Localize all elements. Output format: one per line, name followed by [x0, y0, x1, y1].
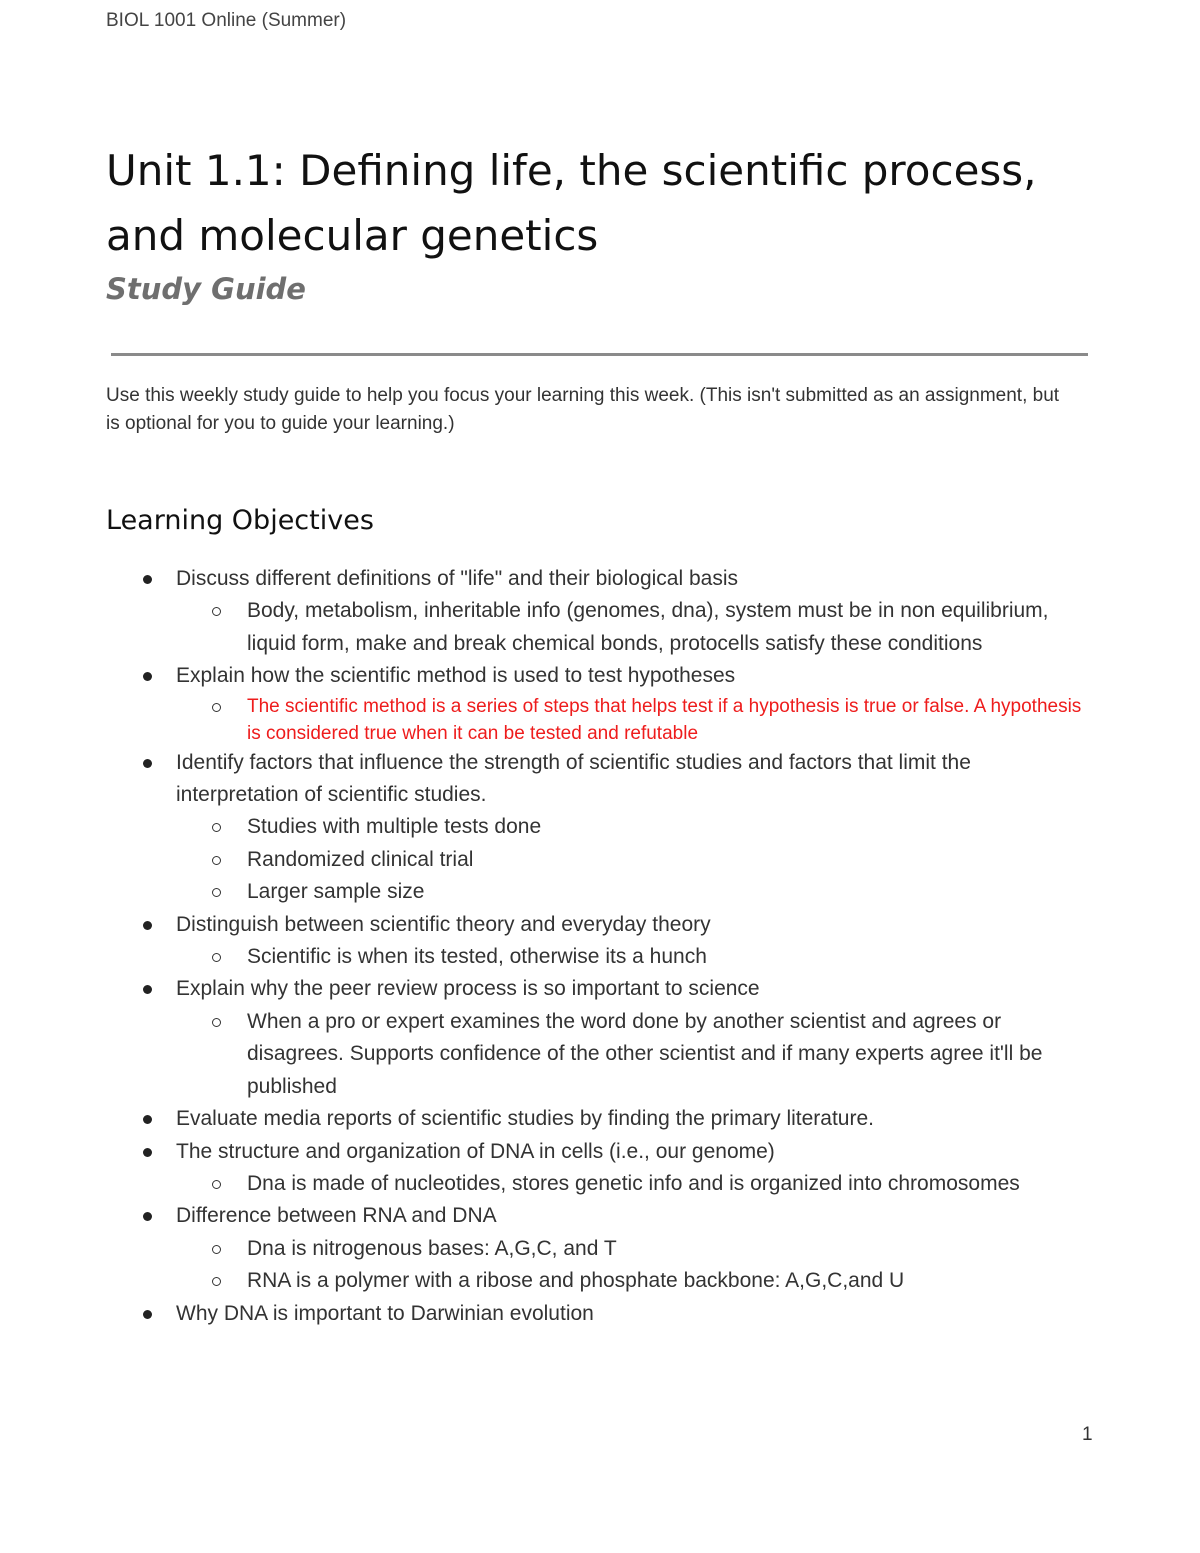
filled-bullet-icon [143, 1148, 152, 1157]
hollow-bullet-icon [212, 1245, 221, 1254]
sub-list-item [0, 1168, 1097, 1200]
objective-text: Evaluate media reports of scientific studies by finding the primary literature. [176, 1107, 874, 1131]
list-item [0, 909, 1096, 941]
hollow-bullet-icon [212, 607, 221, 616]
answer-text: Scientific is when its tested, otherwise its a hunch [247, 945, 707, 969]
hollow-bullet-icon [212, 888, 221, 897]
intro-paragraph: Use this weekly study guide to help you focus your learning this week. (This isn't submitted as an assignment, but is optional for you to guide your learning.) [106, 385, 1060, 434]
sub-list-item [0, 693, 1097, 747]
objective-text: Difference between RNA and DNA [176, 1204, 497, 1228]
filled-bullet-icon [143, 672, 152, 681]
objective-text: Explain how the scientific method is used to test hypotheses [176, 664, 736, 688]
objectives-list [0, 563, 1200, 1330]
sub-list-item [0, 1006, 1097, 1103]
list-item [0, 1136, 1096, 1168]
filled-bullet-icon [143, 921, 152, 930]
filled-bullet-icon [143, 1115, 152, 1124]
answer-text: Larger sample size [247, 880, 425, 904]
list-item [0, 747, 1096, 812]
sub-list-item [0, 595, 1097, 660]
answer-text: Body, metabolism, inheritable info (genomes, dna), system must be in non equilibrium, liquid form, make and break chemical bonds, protocells satisfy these conditions [247, 599, 1049, 655]
answer-text: When a pro or expert examines the word done by another scientist and agrees or disagrees. Supports confidence of the other scientist and if many experts agree it'll be published [247, 1009, 1043, 1098]
hollow-bullet-icon [212, 1277, 221, 1286]
page-title: Unit 1.1: Defining life, the scientific process, and molecular genetics [106, 146, 1037, 260]
list-item [0, 1103, 1096, 1135]
objective-text: Explain why the peer review process is so important to science [176, 977, 760, 1001]
answer-text: Dna is made of nucleotides, stores genetic info and is organized into chromosomes [247, 1171, 1020, 1195]
objective-text: The structure and organization of DNA in cells (i.e., our genome) [176, 1139, 775, 1163]
hollow-bullet-icon [212, 703, 221, 712]
filled-bullet-icon [143, 1212, 152, 1221]
hollow-bullet-icon [212, 823, 221, 832]
sub-list-item [0, 844, 1097, 876]
answer-text: RNA is a polymer with a ribose and phosphate backbone: A,G,C,and U [247, 1269, 905, 1293]
list-item [0, 660, 1096, 692]
list-item [0, 1200, 1096, 1232]
answer-text: Dna is nitrogenous bases: A,G,C, and T [247, 1236, 617, 1260]
answer-text: The scientific method is a series of steps that helps test if a hypothesis is true or false. A hypothesis is considered true when it can be tested and refutable [247, 695, 1082, 744]
answer-text: Studies with multiple tests done [247, 815, 542, 839]
hollow-bullet-icon [212, 856, 221, 865]
section-heading: Learning Objectives [106, 505, 374, 536]
page-subtitle: Study Guide [106, 272, 306, 306]
hollow-bullet-icon [212, 953, 221, 962]
horizontal-divider [111, 353, 1088, 356]
sub-list-item [0, 1265, 1097, 1297]
running-header: BIOL 1001 Online (Summer) [106, 10, 347, 31]
sub-list-item [0, 941, 1097, 973]
list-item [0, 563, 1096, 595]
sub-list-item [0, 876, 1097, 908]
objective-text: Why DNA is important to Darwinian evolution [176, 1301, 594, 1325]
answer-text: Randomized clinical trial [247, 847, 474, 871]
objective-text: Identify factors that influence the strength of scientific studies and factors that limit the interpretation of scientific studies. [176, 750, 971, 807]
filled-bullet-icon [143, 1310, 152, 1319]
hollow-bullet-icon [212, 1018, 221, 1027]
hollow-bullet-icon [212, 1180, 221, 1189]
sub-list-item [0, 1233, 1097, 1265]
objective-text: Distinguish between scientific theory and everyday theory [176, 912, 711, 936]
sub-list-item [0, 811, 1097, 843]
filled-bullet-icon [143, 985, 152, 994]
filled-bullet-icon [143, 759, 152, 768]
list-item [0, 973, 1096, 1005]
filled-bullet-icon [143, 575, 152, 584]
page-number: 1 [1082, 1424, 1093, 1445]
objective-text: Discuss different definitions of "life" and their biological basis [176, 567, 738, 590]
list-item [0, 1298, 1096, 1330]
